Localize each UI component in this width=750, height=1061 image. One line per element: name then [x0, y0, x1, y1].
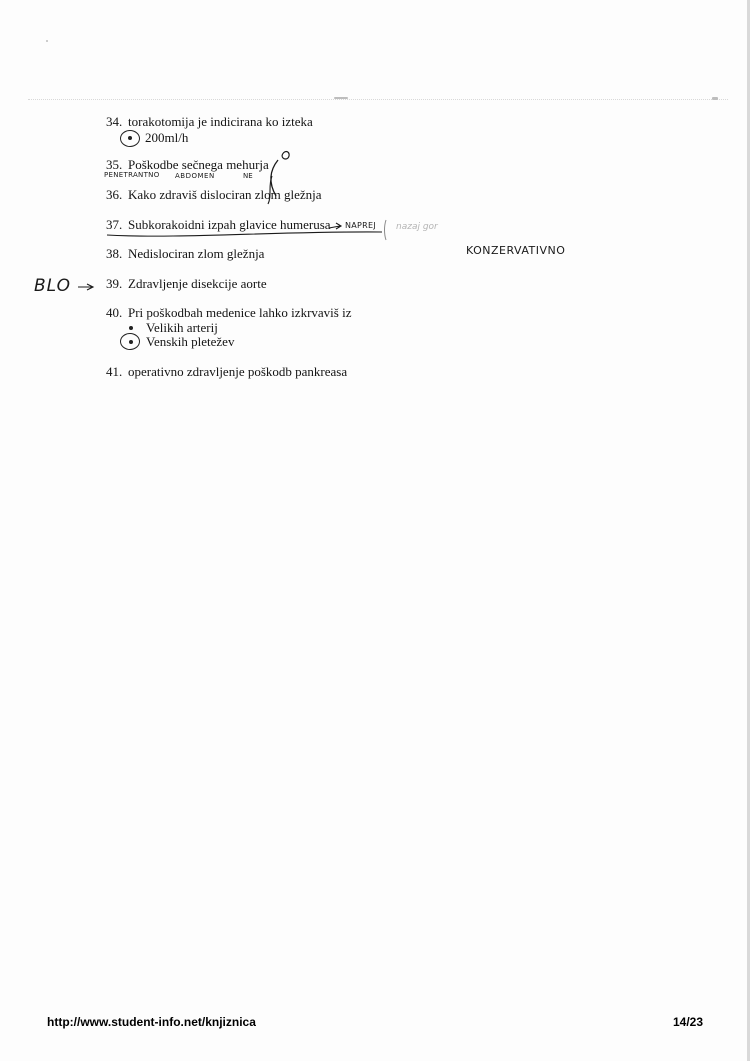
- question-text: Zdravljenje disekcije aorte: [128, 276, 267, 291]
- answer-option-q40-2: Venskih pletežev: [146, 334, 235, 349]
- question-text: operativno zdravljenje poškodb pankreasa: [128, 364, 348, 379]
- question-text: Subkorakoidni izpah glavice humerusa: [128, 217, 331, 232]
- handwritten-note: ABDOMEN: [175, 172, 215, 180]
- question-text: Poškodbe sečnega mehurja: [128, 157, 269, 172]
- answer-option-q34: 200ml/h: [145, 130, 189, 145]
- question-number: 38.: [106, 246, 123, 261]
- bracket-stroke: [271, 160, 278, 196]
- page-number: 14/23: [673, 1015, 704, 1029]
- question-text: Nedislociran zlom gležnja: [128, 246, 265, 261]
- question-number: 40.: [106, 305, 123, 320]
- handwritten-faint-note: nazaj gor: [396, 222, 438, 232]
- paren-stroke: [385, 220, 387, 240]
- arrow-stroke: [329, 223, 341, 229]
- question-text: torakotomija je indicirana ko izteka: [128, 114, 313, 129]
- answer-option-q40-1: Velikih arterij: [146, 320, 218, 335]
- handwritten-note: NE: [243, 172, 253, 180]
- question-number: 36.: [106, 187, 123, 202]
- handwritten-note: PENETRANTNO: [104, 171, 160, 179]
- question-text: Kako zdraviš dislociran zlom gležnja: [128, 187, 322, 202]
- curl-stroke: [282, 152, 289, 160]
- handwritten-note: KONZERVATIVNO: [466, 244, 566, 257]
- question-number: 34.: [106, 114, 123, 129]
- question-text: Pri poškodbah medenice lahko izkrvaviš iz: [128, 305, 352, 320]
- question-number: 37.: [106, 217, 123, 232]
- footer-url: http://www.student-info.net/knjiznica: [47, 1015, 256, 1029]
- question-number: 39.: [106, 276, 123, 291]
- arrow-stroke: [78, 284, 93, 290]
- handwritten-note: NAPREJ: [345, 221, 377, 230]
- underline-stroke: [107, 232, 382, 236]
- question-number: 35.: [106, 157, 123, 172]
- handwritten-note: BLO: [34, 276, 71, 296]
- question-number: 41.: [106, 364, 123, 379]
